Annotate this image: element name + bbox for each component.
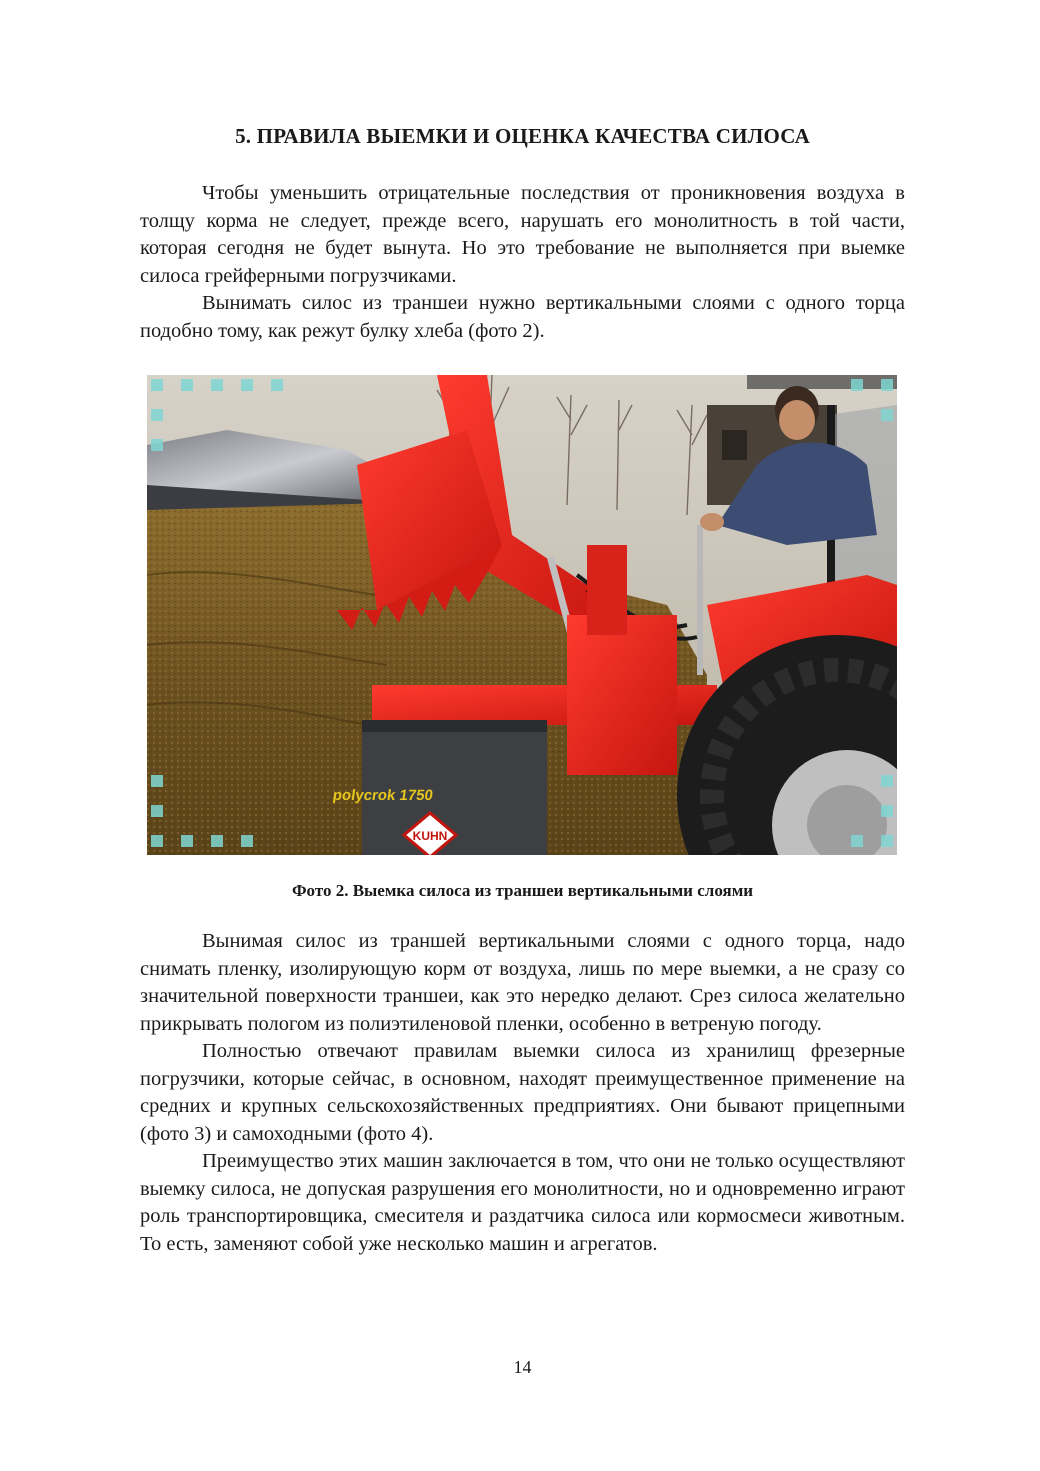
photo-silage-loader xyxy=(147,375,897,855)
brand-model-label: polycrok 1750 xyxy=(331,787,435,804)
paragraph: Вынимать силос из траншеи нужно вертикальными слоями с одного торца подобно тому, как режут булку хлеба (фото 2). xyxy=(140,292,905,342)
text-block-top xyxy=(140,180,905,345)
paragraph: Полностью отвечают правилам выемки силоса из хранилищ фрезерные погрузчики, которые сейчас, в основном, находят преимущественное применение на средних и крупных сельскохозяйственных предприятиях. Они бывают прицепными (фото 3) и самоходными (фото 4). xyxy=(140,1040,905,1145)
brand-logo-label: KUHN xyxy=(412,829,448,843)
section-heading: 5. ПРАВИЛА ВЫЕМКИ И ОЦЕНКА КАЧЕСТВА СИЛОСА xyxy=(235,124,810,148)
paragraph: Вынимая силос из траншей вертикальными слоями с одного торца, надо снимать пленку, изолирующую корм от воздуха, лишь по мере выемки, а не сразу со значительной поверхности траншеи, как это нередко делают. Срез силоса желательно прикрывать пологом из полиэтиленовой пленки, особенно в ветреную погоду. xyxy=(140,930,905,1035)
paragraph: Чтобы уменьшить отрицательные последствия от проникновения воздуха в толщу корма не следует, прежде всего, нарушать его монолитность в той части, которая сегодня не будет вынута. Но это требование не выполняется при выемке силоса грейферными погрузчиками. xyxy=(140,182,905,287)
page-number: 14 xyxy=(513,1357,532,1377)
paragraph: Преимущество этих машин заключается в том, что они не только осуществляют выемку силоса, не допуская разрушения его монолитности, но и одновременно играют роль транспортировщика, смесителя и раздатчика силоса или кормосмеси животным. То есть, заменяют собой уже несколько машин и агрегатов. xyxy=(140,1150,905,1255)
text-block-bottom xyxy=(140,928,905,1258)
photo-caption: Фото 2. Выемка силоса из траншеи вертикальными слоями xyxy=(291,881,754,900)
